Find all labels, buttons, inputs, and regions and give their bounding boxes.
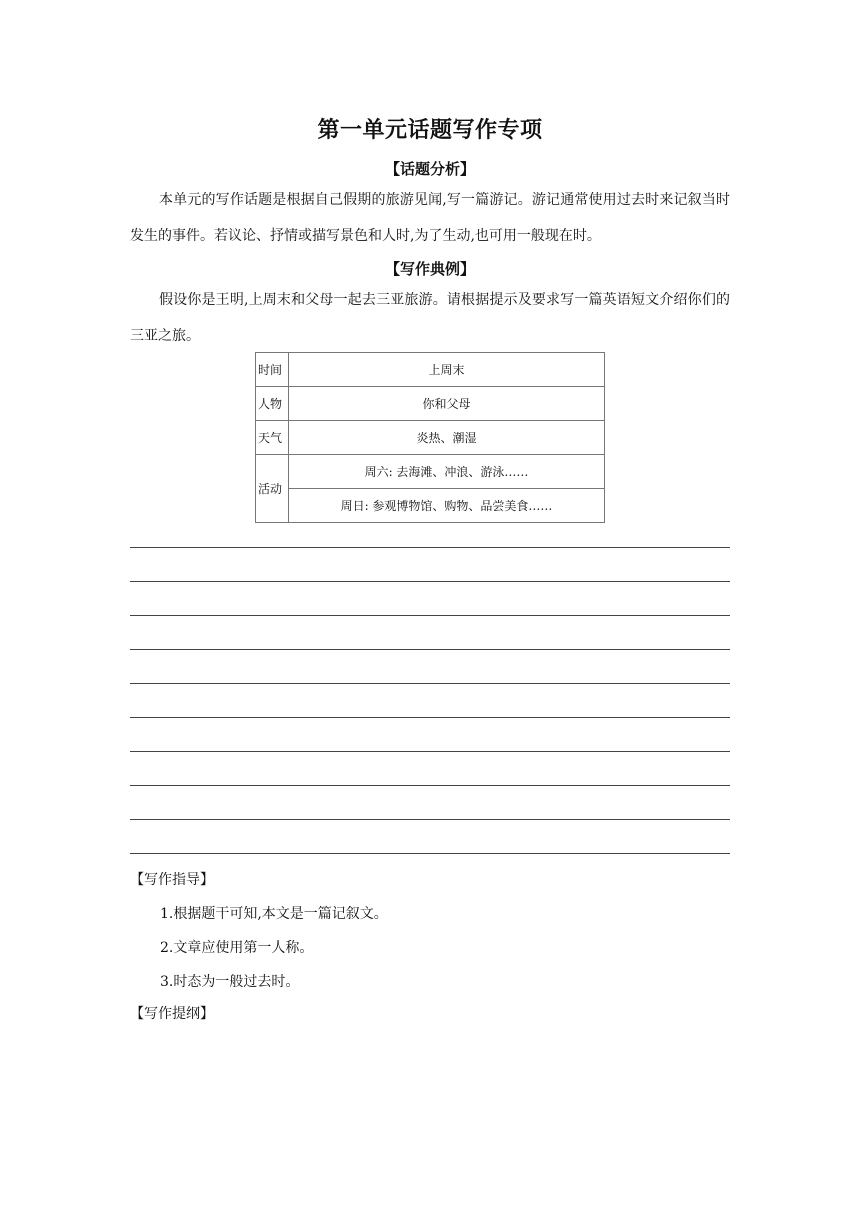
table-value-cell: 周六: 去海滩、冲浪、游泳…… xyxy=(289,455,605,489)
table-row xyxy=(256,489,605,523)
table-value-cell: 炎热、潮湿 xyxy=(289,421,605,455)
table-key-cell: 人物 xyxy=(256,387,289,421)
writing-line[interactable] xyxy=(130,581,730,582)
writing-line[interactable] xyxy=(130,785,730,786)
table-value-cell: 周日: 参观博物馆、购物、品尝美食…… xyxy=(289,489,605,523)
guidance-item: 2.文章应使用第一人称。 xyxy=(160,940,314,956)
guidance-item: 1.根据题干可知,本文是一篇记叙文。 xyxy=(160,906,388,922)
writing-line[interactable] xyxy=(130,649,730,650)
writing-line[interactable] xyxy=(130,751,730,752)
table-value-cell: 你和父母 xyxy=(289,387,605,421)
writing-line[interactable] xyxy=(130,547,730,548)
table-row xyxy=(256,455,605,489)
guidance-heading: 【写作指导】 xyxy=(130,872,214,888)
table-key-cell: 活动 xyxy=(256,455,289,523)
example-heading: 【写作典例】 xyxy=(384,260,475,278)
writing-line[interactable] xyxy=(130,819,730,820)
outline-heading: 【写作提纲】 xyxy=(130,1006,214,1022)
example-prompt: 假设你是王明,上周末和父母一起去三亚旅游。请根据提示及要求写一篇英语短文介绍你们的三亚之旅。 xyxy=(130,292,730,344)
topic-analysis-text: 本单元的写作话题是根据自己假期的旅游见闻,写一篇游记。游记通常使用过去时来记叙当时发生的事件。若议论、抒情或描写景色和人时,为了生动,也可用一般现在时。 xyxy=(130,192,730,244)
page-title: 第一单元话题写作专项 xyxy=(317,118,543,143)
writing-line[interactable] xyxy=(130,853,730,854)
info-table xyxy=(255,352,605,523)
writing-line[interactable] xyxy=(130,615,730,616)
guidance-item: 3.时态为一般过去时。 xyxy=(160,974,300,990)
table-row xyxy=(256,387,605,421)
writing-line[interactable] xyxy=(130,683,730,684)
table-row xyxy=(256,353,605,387)
table-value-cell: 上周末 xyxy=(289,353,605,387)
topic-analysis-heading: 【话题分析】 xyxy=(384,160,475,178)
table-key-cell: 天气 xyxy=(256,421,289,455)
writing-line[interactable] xyxy=(130,717,730,718)
table-row xyxy=(256,421,605,455)
table-key-cell: 时间 xyxy=(256,353,289,387)
